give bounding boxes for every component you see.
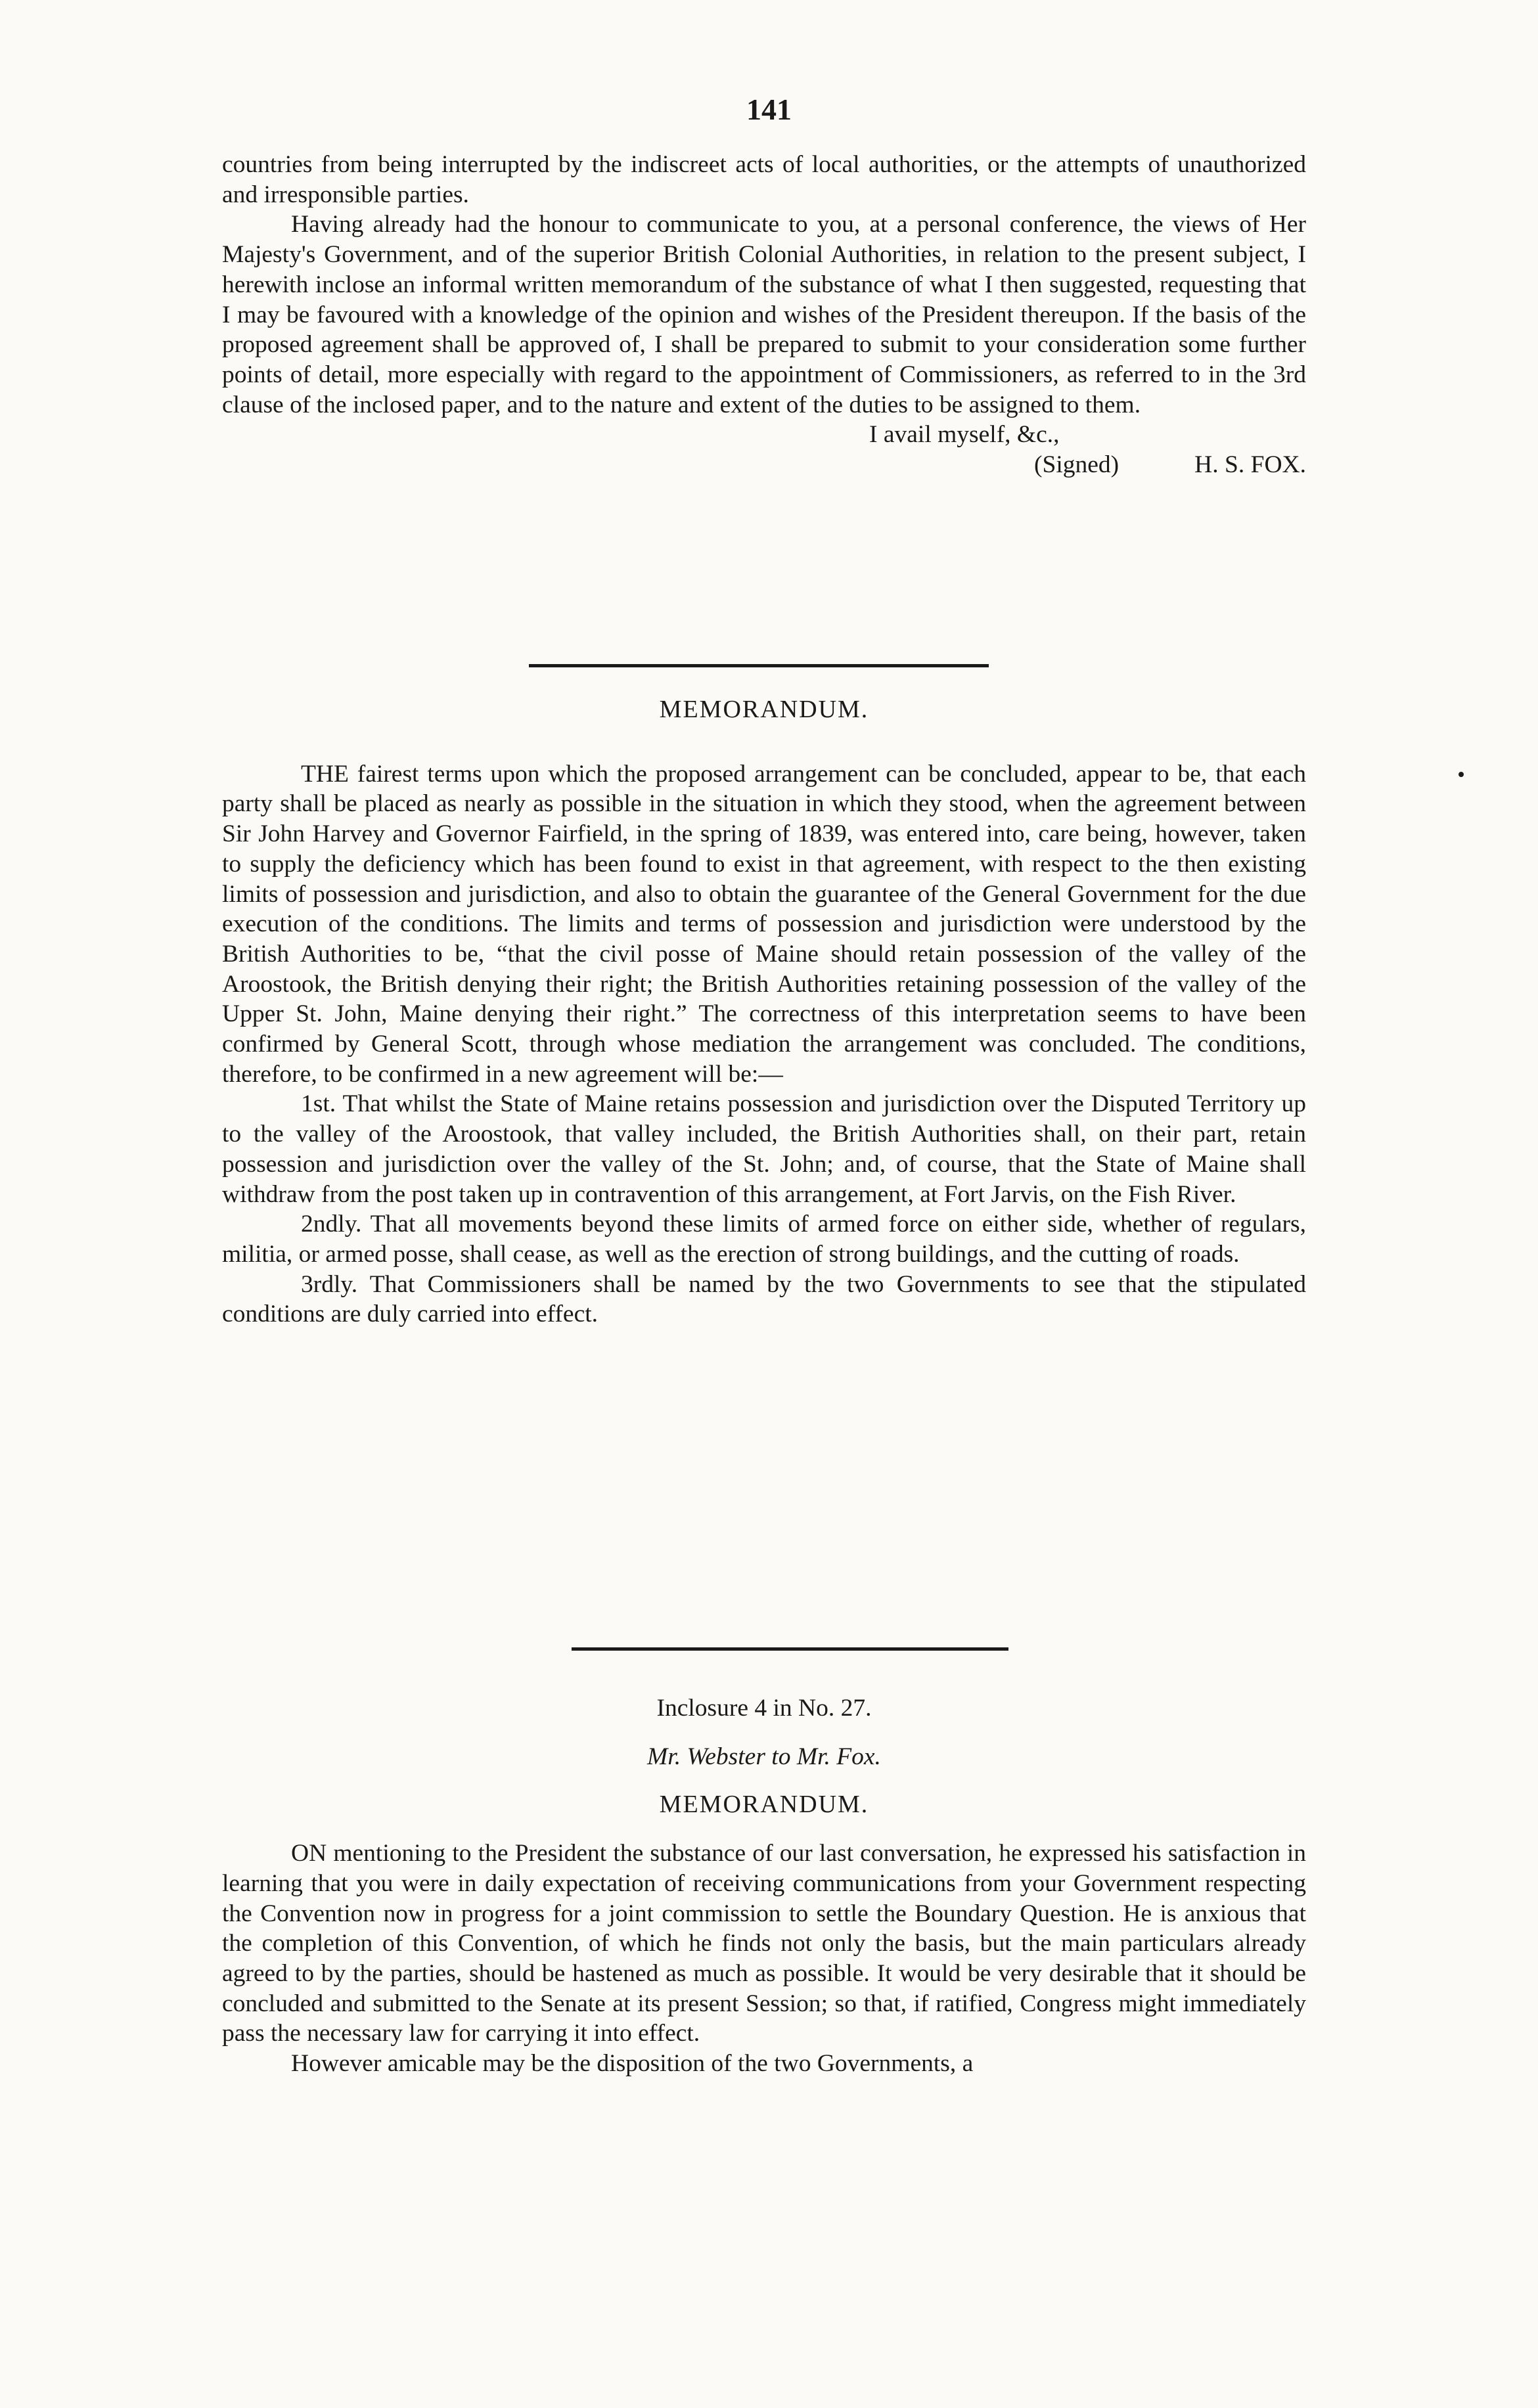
letter-closing: I avail myself, &c., [869,421,1060,449]
section-divider-1 [529,664,989,667]
letter-paragraph: Having already had the honour to communicate to you, at a personal conference, the views of Her Majesty's Government, and of the superior British Colonial Authorities, in relation to the present subject, I herewith inclose an informal written memorandum of the substance of what I then suggested, requesting that I may be favoured with a knowledge of the opinion and wishes of the President thereupon. If the basis of the proposed agreement shall be approved of, I shall be prepared to submit to your consideration some further points of detail, more especially with regard to the appointment of Commissioners, as referred to in the 3rd clause of the inclosed paper, and to the nature and extent of the duties to be assigned to them. [222,211,1306,418]
signature-line [222,450,1306,480]
memorandum-paragraph: THE fairest terms upon which the proposed arrangement can be concluded, appear to be, that each party shall be placed as nearly as possible in the situation in which they stood, when the agreement between Sir John Harvey and Governor Fairfield, in the spring of 1839, was entered into, care being, however, taken to supply the deficiency which has been found to exist in that agreement, with respect to the then existing limits of possession and jurisdiction, and also to obtain the guarantee of the General Government for the due execution of the conditions. The limits and terms of possession and jurisdiction were understood by the British Authorities to be, “that the civil posse of Maine should retain possession of the valley of the Aroostook, the British denying their right; the British Authorities retaining possession of the valley of the Upper St. John, Maine denying their right.” The correctness of this interpretation seems to have been confirmed by General Scott, through whose mediation the arrangement was concluded. The conditions, therefore, to be confirmed in a new agreement will be:— [222,760,1306,1088]
inclosure-subtitle: Mr. Webster to Mr. Fox. [647,1743,881,1770]
letter-section [222,150,1306,480]
inclosure-heading: MEMORANDUM. [659,1791,869,1819]
condition-second: 2ndly. That all movements beyond these limits of armed force on either side, whether of regulars, militia, or armed posse, shall cease, as well as the erection of strong buildings, and the cutting of roads. [222,1211,1306,1268]
section-divider-2 [572,1647,1008,1651]
memorandum-heading: MEMORANDUM. [659,696,869,723]
page-number: 141 [746,93,792,126]
inclosure-title: Inclosure 4 in No. 27. [656,1695,872,1722]
signed-label: (Signed) [1034,451,1120,479]
condition-first: 1st. That whilst the State of Maine retains possession and jurisdiction over the Disputed Territory up to the valley of the Aroostook, that valley included, the British Authorities shall, on their part, retain possession and jurisdiction over the valley of the St. John; and, of course, that the State of Maine shall withdraw from the post taken up in contravention of this arrangement, at Fort Jarvis, on the Fish River. [222,1090,1306,1208]
memorandum-section [222,695,1306,1329]
inclosure-paragraph-2: However amicable may be the disposition of the two Governments, a [291,2050,974,2078]
signatory-name: H. S. FOX. [1194,451,1306,479]
condition-third: 3rdly. That Commissioners shall be named by the two Governments to see that the stipulated conditions are duly carried into effect. [222,1270,1306,1328]
inclosure-paragraph-1: ON mentioning to the President the substance of our last conversation, he expressed his satisfaction in learning that you were in daily expectation of receiving communications from your Government respecting the Convention now in progress for a joint commission to settle the Boundary Question. He is anxious that the completion of this Convention, of which he finds not only the basis, but the main particulars already agreed to by the parties, should be hastened as much as possible. It would be very desirable that it should be concluded and submitted to the Senate at its present Session; so that, if ratified, Congress might immediately pass the necessary law for carrying it into effect. [222,1840,1306,2047]
inclosure-section [222,1693,1306,2079]
stray-mark [1459,772,1464,777]
letter-continuation: countries from being interrupted by the indiscreet acts of local authorities, or the attempts of unauthorized and irresponsible parties. [222,151,1306,208]
